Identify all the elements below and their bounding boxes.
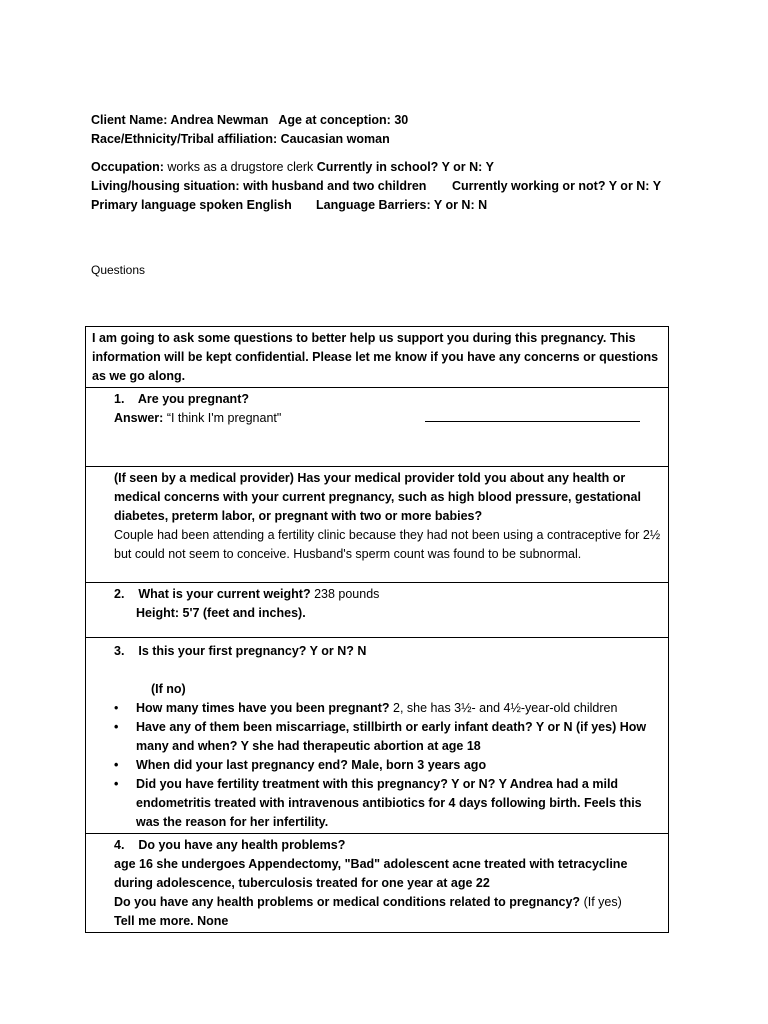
- q3-if-no: (If no): [151, 682, 186, 696]
- client-name-line: [91, 111, 408, 130]
- age-label: Age at conception:: [278, 113, 391, 127]
- q1-question-line: [92, 390, 662, 409]
- language-label: Primary language spoken: [91, 198, 244, 212]
- q1-answer-label: Answer:: [114, 411, 164, 425]
- race-line: [91, 130, 390, 149]
- barriers-value: N: [478, 198, 488, 212]
- list-item: [136, 699, 662, 718]
- q3-b4-question: Did you have fertility treatment with this pregnancy? Y or N? Y Andrea had a mild endometritis treated with intravenous antibiotics for 4 days following birth. Feels this was the reason for her infertility.: [136, 777, 642, 829]
- language-line: [91, 196, 292, 215]
- q4-tell-more: Tell me more. None: [114, 914, 229, 928]
- list-item: [136, 775, 662, 832]
- medical-question: (If seen by a medical provider) Has your medical provider told you about any health or medical concerns with your current pregnancy, such as high blood pressure, gestational diabetes, preterm labor, or pregnant with two or more babies?: [114, 471, 641, 523]
- intro-text: I am going to ask some questions to better help us support you during this pregnancy. This information will be kept confidential. Please let me know if you have any concerns or questions as we go along.: [86, 327, 669, 388]
- q4-answer: age 16 she undergoes Appendectomy, "Bad" adolescent acne treated with tetracycline during adolescence, tuberculosis treated for one year at age 22: [114, 857, 628, 890]
- q3-cell: [86, 638, 669, 834]
- school-label: Currently in school? Y or N:: [316, 160, 483, 174]
- q3-question: Is this your first pregnancy? Y or N? N: [138, 644, 367, 658]
- q1-answer: “I think I'm pregnant": [166, 411, 282, 425]
- housing-value: with husband and two children: [243, 179, 427, 193]
- q4-related-question: Do you have any health problems or medical conditions related to pregnancy?: [114, 895, 581, 909]
- q2-weight: 238 pounds: [314, 587, 380, 601]
- school-value: Y: [485, 160, 494, 174]
- q4-cell: [86, 834, 669, 933]
- q4-related-ifyes: (If yes): [583, 895, 622, 909]
- answer-blank-line: [425, 409, 640, 422]
- list-item: [136, 756, 662, 775]
- q1-question: Are you pregnant?: [137, 392, 249, 406]
- q3-b1-answer: 2, she has 3½- and 4½-year-old children: [393, 701, 618, 715]
- q3-number: 3.: [114, 644, 125, 658]
- race-value: Caucasian woman: [280, 132, 390, 146]
- housing-label: Living/housing situation:: [91, 179, 240, 193]
- occupation-line: [91, 158, 494, 177]
- q2-question: What is your current weight?: [138, 587, 311, 601]
- medical-cell: [86, 467, 669, 583]
- questions-heading: Questions: [91, 263, 146, 277]
- list-item: [136, 718, 662, 756]
- q3-b1-question: How many times have you been pregnant?: [136, 701, 390, 715]
- race-label: Race/Ethnicity/Tribal affiliation:: [91, 132, 278, 146]
- medical-answer: Couple had been attending a fertility clinic because they had not been using a contraceptive for 2½ but could not seem to conceive. Husband's sperm count was found to be subnormal.: [114, 528, 661, 561]
- barriers-label: Language Barriers: Y or N:: [316, 198, 475, 212]
- q3-b2-question: Have any of them been miscarriage, stillbirth or early infant death? Y or N (if yes) How many and when? Y she had therapeutic abortion at age 18: [136, 720, 647, 753]
- q4-number: 4.: [114, 838, 125, 852]
- language-value: English: [246, 198, 292, 212]
- q4-related-line: [114, 893, 662, 912]
- q4-question: Do you have any health problems?: [138, 838, 346, 852]
- working-value: Y: [652, 179, 662, 193]
- q1-row: [86, 388, 669, 467]
- working-label: Currently working or not? Y or N:: [452, 179, 650, 193]
- barriers-line: [316, 196, 487, 215]
- q2-cell: [86, 583, 669, 638]
- working-line: [452, 177, 661, 196]
- q3-question-line: [92, 642, 662, 661]
- q1-answer-line: [92, 409, 662, 428]
- q3-row: [86, 638, 669, 834]
- occupation-value: works as a drugstore clerk: [167, 160, 314, 174]
- client-name-value: Andrea Newman: [170, 113, 269, 127]
- medical-row: [86, 467, 669, 583]
- q3-bullet-list: [92, 699, 662, 832]
- q4-row: [86, 834, 669, 933]
- q2-height: Height: 5'7 (feet and inches).: [136, 606, 306, 620]
- q1-number: 1.: [114, 392, 125, 406]
- client-name-label: Client Name:: [91, 113, 168, 127]
- occupation-label: Occupation:: [91, 160, 164, 174]
- q1-cell: [86, 388, 669, 467]
- questionnaire-table: [85, 326, 669, 933]
- q4-question-line: [114, 836, 662, 855]
- housing-line: [91, 177, 426, 196]
- q2-question-line: [92, 585, 662, 604]
- q2-row: [86, 583, 669, 638]
- intro-row: [86, 327, 669, 388]
- age-value: 30: [394, 113, 409, 127]
- q3-b3-question: When did your last pregnancy end? Male, born 3 years ago: [136, 758, 487, 772]
- q2-number: 2.: [114, 587, 125, 601]
